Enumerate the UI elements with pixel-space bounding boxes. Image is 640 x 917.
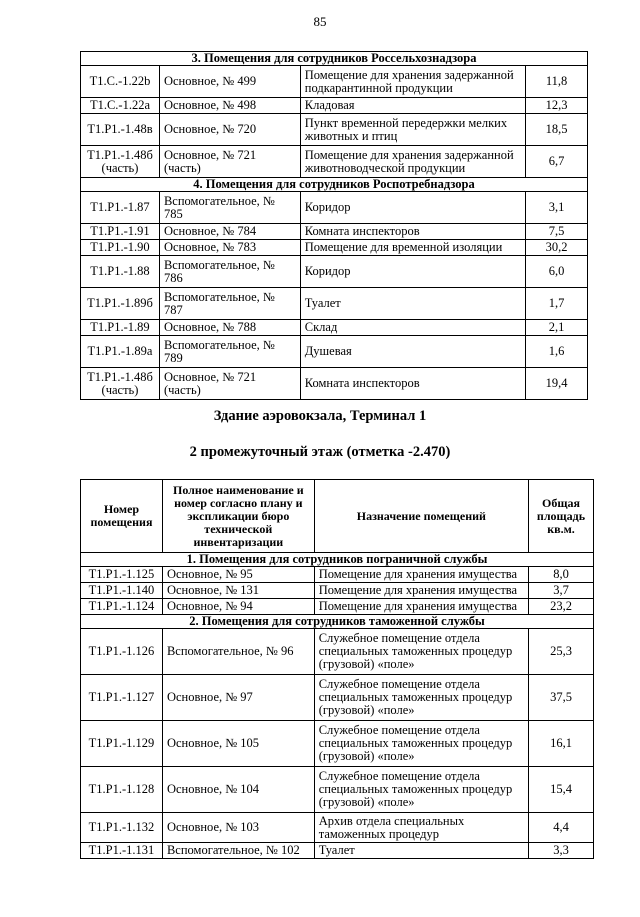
room-area: 6,0 [526,256,588,288]
section-row [81,553,594,567]
room-purpose: Помещение для хранения задержанной подкарантинной продукции [300,66,525,98]
table-row [81,288,588,320]
room-purpose: Склад [300,320,525,336]
room-area: 18,5 [526,114,588,146]
room-area: 1,7 [526,288,588,320]
header-purpose: Назначение помещений [314,480,528,553]
room-number: Т1.Р1.-1.91 [81,224,160,240]
room-name: Основное, № 721 (часть) [159,146,300,178]
room-name: Основное, № 97 [162,675,314,721]
room-number: Т1.Р1.-1.127 [81,675,163,721]
room-area: 11,8 [526,66,588,98]
room-number: Т1.Р1.-1.126 [81,629,163,675]
room-number: Т1.Р1.-1.90 [81,240,160,256]
section-title: 4. Помещения для сотрудников Роспотребнадзора [81,178,588,192]
room-number: Т1.Р1.-1.129 [81,721,163,767]
room-name: Основное, № 105 [162,721,314,767]
room-name: Основное, № 721 (часть) [159,368,300,400]
room-number: Т1.Р1.-1.140 [81,583,163,599]
table-row [81,599,594,615]
room-area: 8,0 [529,567,594,583]
room-number: Т1.Р1.-1.125 [81,567,163,583]
room-number: Т1.Р1.-1.132 [81,813,163,843]
room-area: 15,4 [529,767,594,813]
table-row [81,114,588,146]
room-purpose: Помещение для хранения задержанной животноводческой продукции [300,146,525,178]
room-purpose: Помещение для временной изоляции [300,240,525,256]
room-purpose: Туалет [300,288,525,320]
room-number: Т1.Р1.-1.89б [81,288,160,320]
room-purpose: Служебное помещение отдела специальных таможенных процедур (грузовой) «поле» [314,629,528,675]
table-row [81,336,588,368]
room-purpose: Туалет [314,843,528,859]
header-room-number: Номер помещения [81,480,163,553]
room-number: Т1.Р1.-1.48б (часть) [81,146,160,178]
room-name: Вспомогательное, № 96 [162,629,314,675]
room-name: Основное, № 104 [162,767,314,813]
rooms-table-continued [80,51,588,400]
room-purpose: Комната инспекторов [300,224,525,240]
room-name: Вспомогательное, № 785 [159,192,300,224]
table-row [81,843,594,859]
table-row [81,66,588,98]
section-row [81,615,594,629]
room-purpose: Служебное помещение отдела специальных таможенных процедур (грузовой) «поле» [314,767,528,813]
header-full-name: Полное наименование и номер согласно плану и экспликации бюро технической инвентаризации [162,480,314,553]
room-name: Вспомогательное, № 102 [162,843,314,859]
room-number: Т1.Р1.-1.48б (часть) [81,368,160,400]
room-area: 6,7 [526,146,588,178]
room-area: 3,1 [526,192,588,224]
table-row [81,98,588,114]
room-name: Вспомогательное, № 789 [159,336,300,368]
room-area: 7,5 [526,224,588,240]
section-title: 3. Помещения для сотрудников Россельхознадзора [81,52,588,66]
room-number: Т1.Р1.-1.48в [81,114,160,146]
table-row [81,813,594,843]
table-row [81,368,588,400]
room-purpose: Душевая [300,336,525,368]
section-row [81,52,588,66]
table-row [81,767,594,813]
table-row [81,629,594,675]
room-number: Т1.Р1.-1.88 [81,256,160,288]
room-name: Основное, № 783 [159,240,300,256]
table-row [81,721,594,767]
room-name: Основное, № 499 [159,66,300,98]
room-purpose: Кладовая [300,98,525,114]
room-name: Основное, № 498 [159,98,300,114]
room-area: 25,3 [529,629,594,675]
room-area: 1,6 [526,336,588,368]
table-row [81,240,588,256]
room-purpose: Архив отдела специальных таможенных процедур [314,813,528,843]
room-purpose: Коридор [300,256,525,288]
room-area: 30,2 [526,240,588,256]
room-name: Основное, № 94 [162,599,314,615]
table-row [81,567,594,583]
table-row [81,256,588,288]
floor-title: 2 промежуточный этаж (отметка -2.470) [189,444,451,460]
room-name: Основное, № 131 [162,583,314,599]
table-row [81,192,588,224]
room-purpose: Помещение для хранения имущества [314,599,528,615]
room-purpose: Помещение для хранения имущества [314,567,528,583]
room-name: Основное, № 784 [159,224,300,240]
table-row [81,320,588,336]
table-row [81,224,588,240]
room-purpose: Служебное помещение отдела специальных таможенных процедур (грузовой) «поле» [314,675,528,721]
room-area: 23,2 [529,599,594,615]
table-row [81,583,594,599]
room-purpose: Комната инспекторов [300,368,525,400]
room-area: 4,4 [529,813,594,843]
room-number: Т1.Р1.-1.131 [81,843,163,859]
room-area: 3,7 [529,583,594,599]
table-row [81,675,594,721]
room-name: Основное, № 103 [162,813,314,843]
room-purpose: Коридор [300,192,525,224]
section-title: 1. Помещения для сотрудников пограничной службы [81,553,594,567]
table-row [81,146,588,178]
room-purpose: Пункт временной передержки мелких животных и птиц [300,114,525,146]
room-area: 37,5 [529,675,594,721]
room-number: Т1.С.-1.22а [81,98,160,114]
room-area: 16,1 [529,721,594,767]
rooms-table [80,479,594,859]
room-area: 3,3 [529,843,594,859]
room-number: Т1.Р1.-1.89 [81,320,160,336]
room-area: 19,4 [526,368,588,400]
room-name: Основное, № 720 [159,114,300,146]
section-title: 2. Помещения для сотрудников таможенной службы [81,615,594,629]
room-number: Т1.Р1.-1.128 [81,767,163,813]
room-number: Т1.Р1.-1.87 [81,192,160,224]
room-purpose: Помещение для хранения имущества [314,583,528,599]
room-name: Основное, № 95 [162,567,314,583]
room-area: 2,1 [526,320,588,336]
page-number: 85 [313,14,327,29]
section-row [81,178,588,192]
room-number: Т1.С.-1.22b [81,66,160,98]
room-purpose: Служебное помещение отдела специальных таможенных процедур (грузовой) «поле» [314,721,528,767]
room-number: Т1.Р1.-1.124 [81,599,163,615]
room-number: Т1.Р1.-1.89а [81,336,160,368]
room-name: Вспомогательное, № 787 [159,288,300,320]
room-name: Вспомогательное, № 786 [159,256,300,288]
room-area: 12,3 [526,98,588,114]
building-title: Здание аэровокзала, Терминал 1 [213,408,427,424]
header-area: Общая площадь кв.м. [529,480,594,553]
room-name: Основное, № 788 [159,320,300,336]
